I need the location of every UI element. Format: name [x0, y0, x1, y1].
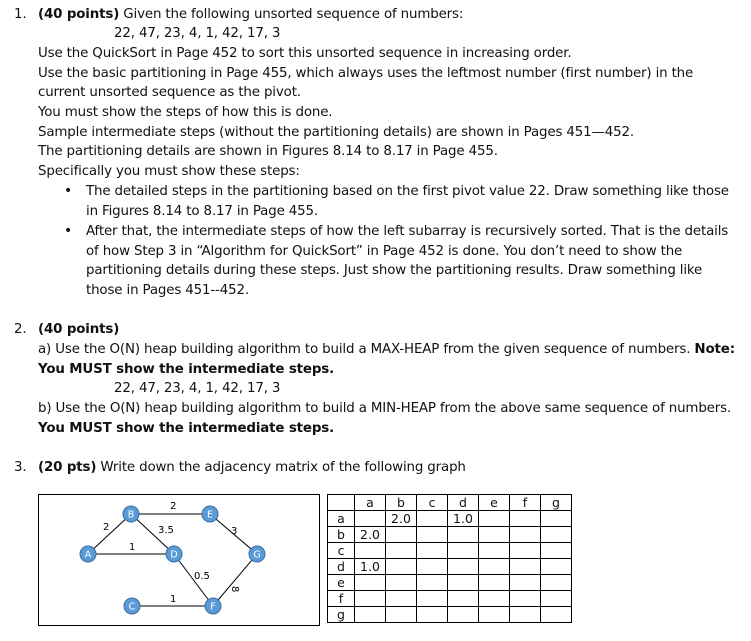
matrix-row	[328, 575, 572, 591]
matrix-cell	[510, 591, 541, 607]
weight-A-D: 1	[129, 542, 136, 553]
matrix-cell	[510, 559, 541, 575]
matrix-cell: 2.0	[355, 527, 386, 543]
matrix-cell	[479, 607, 510, 623]
q3-number: 3.	[14, 460, 27, 475]
q1-bullet1-line: The detailed steps in the partitioning based on the first pivot value 22. Draw something like those	[86, 184, 729, 199]
q1-bullet1-line: in Figures 8.14 to 8.17 in Page 455.	[86, 204, 318, 219]
matrix-cell	[479, 591, 510, 607]
matrix-cell	[479, 559, 510, 575]
matrix-cell	[479, 511, 510, 527]
matrix-cell	[355, 543, 386, 559]
matrix-cell	[479, 527, 510, 543]
col-header: e	[479, 495, 510, 511]
edge-A-B	[88, 514, 131, 554]
weight-D-F: 0.5	[194, 571, 210, 582]
matrix-cell	[355, 575, 386, 591]
col-header: c	[417, 495, 448, 511]
matrix-cell	[386, 591, 417, 607]
graph-svg	[39, 495, 320, 626]
matrix-row	[328, 511, 572, 527]
q2-points-label: (40 points)	[38, 322, 120, 337]
q1-line: Sample intermediate steps (without the partitioning details) are shown in Pages 451—452.	[38, 125, 634, 140]
matrix-cell	[448, 543, 479, 559]
matrix-row	[328, 527, 572, 543]
col-header: f	[510, 495, 541, 511]
q2-a-text: a) Use the O(N) heap building algorithm to build a MAX-HEAP from the given sequence of numbers.	[38, 342, 695, 357]
matrix-cell	[541, 543, 572, 559]
bullet-icon: •	[64, 183, 73, 199]
q2-b-text: b) Use the O(N) heap building algorithm to build a MIN-HEAP from the above same sequence of numbers.	[38, 401, 732, 416]
row-header: f	[328, 591, 355, 607]
matrix-cell	[386, 543, 417, 559]
col-header: a	[355, 495, 386, 511]
q2-sequence: 22, 47, 23, 4, 1, 42, 17, 3	[114, 381, 281, 396]
matrix-cell	[541, 591, 572, 607]
matrix-cell	[417, 591, 448, 607]
row-header: c	[328, 543, 355, 559]
col-header: b	[386, 495, 417, 511]
matrix-cell	[355, 607, 386, 623]
row-header: e	[328, 575, 355, 591]
matrix-table	[327, 494, 572, 623]
q2-must	[38, 360, 334, 379]
matrix-cell	[417, 511, 448, 527]
row-header: g	[328, 607, 355, 623]
q2-number: 2.	[14, 322, 27, 337]
q1-bullet2-line: partitioning details during these steps. Just show the partitioning results. Draw something like	[86, 263, 703, 278]
matrix-cell	[386, 559, 417, 575]
matrix-cell: 1.0	[355, 559, 386, 575]
node-A-label: A	[84, 549, 92, 561]
q2-note: Note:	[694, 342, 735, 357]
node-D-label: D	[170, 549, 178, 561]
matrix-cell	[355, 591, 386, 607]
matrix-cell	[510, 511, 541, 527]
matrix-row	[328, 607, 572, 623]
q1-line: Specifically you must show these steps:	[38, 164, 300, 179]
row-header: a	[328, 511, 355, 527]
matrix-cell: 2.0	[386, 511, 417, 527]
matrix-cell: 1.0	[448, 511, 479, 527]
q1-bullet2-line: those in Pages 451--452.	[86, 283, 249, 298]
q2-must-text: You MUST show the intermediate steps.	[38, 362, 335, 377]
col-header: g	[541, 495, 572, 511]
q1-line: Use the basic partitioning in Page 455, which always uses the leftmost number (first number) in the	[38, 66, 694, 81]
q1-line: The partitioning details are shown in Figures 8.14 to 8.17 in Page 455.	[38, 144, 498, 159]
matrix-cell	[386, 607, 417, 623]
matrix-cell	[386, 527, 417, 543]
matrix-corner	[328, 495, 355, 511]
matrix-cell	[541, 607, 572, 623]
matrix-cell	[541, 559, 572, 575]
matrix-cell	[479, 575, 510, 591]
weight-A-B: 2	[103, 522, 110, 533]
matrix-cell	[541, 575, 572, 591]
q2-points	[38, 320, 119, 339]
row-header: b	[328, 527, 355, 543]
matrix-row	[328, 543, 572, 559]
row-header: d	[328, 559, 355, 575]
col-header: d	[448, 495, 479, 511]
weight-F-G: 8	[229, 586, 240, 593]
weight-C-F: 1	[170, 594, 177, 605]
node-F-label: F	[210, 601, 216, 613]
matrix-cell	[417, 543, 448, 559]
weight-B-D: 3.5	[158, 525, 174, 536]
matrix-cell	[417, 527, 448, 543]
q1-bullet2-line: of how Step 3 in “Algorithm for QuickSort” in Page 452 is done. You don’t need to show the	[86, 244, 683, 259]
matrix-cell	[510, 575, 541, 591]
matrix-cell	[448, 527, 479, 543]
matrix-cell	[448, 559, 479, 575]
matrix-cell	[417, 607, 448, 623]
q1-line: current unsorted sequence as the pivot.	[38, 85, 301, 100]
q3-points: (20 pts)	[38, 460, 97, 475]
matrix-cell	[479, 543, 510, 559]
q1-points: (40 points)	[38, 7, 120, 22]
matrix-cell	[541, 511, 572, 527]
node-E-label: E	[206, 509, 214, 521]
matrix-cell	[386, 575, 417, 591]
matrix-cell	[510, 527, 541, 543]
q1-line: Use the QuickSort in Page 452 to sort this unsorted sequence in increasing order.	[38, 46, 572, 61]
matrix-cell	[541, 527, 572, 543]
matrix-cell	[417, 559, 448, 575]
matrix-cell	[355, 511, 386, 527]
q3-text: Write down the adjacency matrix of the following graph	[96, 460, 466, 475]
q2-a	[38, 340, 735, 359]
matrix-row	[328, 559, 572, 575]
matrix-row	[328, 591, 572, 607]
node-B-label: B	[127, 509, 135, 521]
bullet-icon: •	[64, 223, 73, 239]
matrix-cell	[448, 575, 479, 591]
q1-intro: Given the following unsorted sequence of numbers:	[119, 7, 464, 22]
q2-must2	[38, 419, 334, 438]
weight-E-G: 3	[231, 526, 238, 537]
matrix-cell	[510, 543, 541, 559]
q1-sequence: 22, 47, 23, 4, 1, 42, 17, 3	[114, 26, 281, 41]
node-C-label: C	[128, 601, 136, 613]
q3-heading	[38, 458, 466, 477]
node-G-label: G	[253, 549, 261, 561]
adjacency-matrix	[327, 494, 572, 623]
graph-figure	[38, 494, 320, 626]
matrix-cell	[417, 575, 448, 591]
q1-bullet2-line: After that, the intermediate steps of how the left subarray is recursively sorted. That is the details	[86, 224, 729, 239]
matrix-cell	[448, 591, 479, 607]
weight-B-E: 2	[170, 501, 177, 512]
edge-G-F	[213, 554, 257, 606]
matrix-header-row	[328, 495, 572, 511]
q1-heading	[38, 5, 463, 24]
q1-line: You must show the steps of how this is done.	[38, 105, 333, 120]
matrix-cell	[510, 607, 541, 623]
matrix-cell	[448, 607, 479, 623]
q2-must2-text: You MUST show the intermediate steps.	[38, 421, 335, 436]
q1-number: 1.	[14, 7, 27, 22]
